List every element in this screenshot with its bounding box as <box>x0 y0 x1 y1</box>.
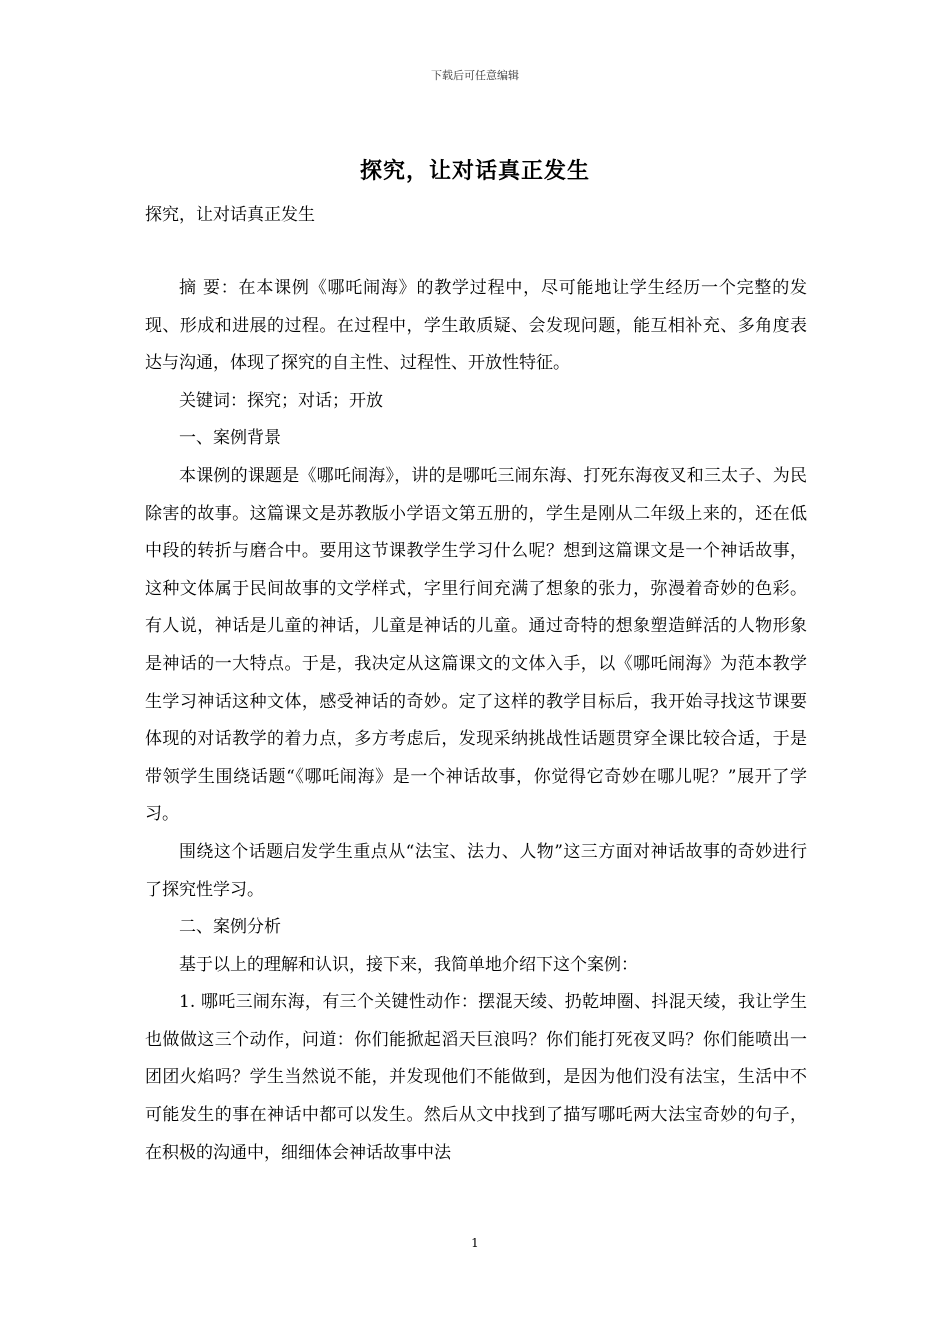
document-subtitle: 探究，让对话真正发生 <box>145 205 315 225</box>
body-paragraph: 围绕这个话题启发学生重点从“法宝、法力、人物”这三方面对神话故事的奇妙进行了探究性学习。 <box>145 841 807 900</box>
body-paragraph: 本课例的课题是《哪吒闹海》，讲的是哪吒三闹东海、打死东海夜叉和三太子、为民除害的故事。这篇课文是苏教版小学语文第五册的，学生是刚从二年级上来的，还在低中段的转折与磨合中。要用这节课教学生学习什么呢？想到这篇课文是一个神话故事，这种文体属于民间故事的文学样式，字里行间充满了想象的张力，弥漫着奇妙的色彩。有人说，神话是儿童的神话，儿童是神话的儿童。通过奇特的想象塑造鲜活的人物形象是神话的一大特点。于是，我决定从这篇课文的文体入手，以《哪吒闹海》为范本教学生学习神话这种文体，感受神话的奇妙。定了这样的教学目标后，我开始寻找这节课要体现的对话教学的着力点，多方考虑后，发现采纳挑战性话题贯穿全课比较合适，于是带领学生围绕话题“《哪吒闹海》是一个神话故事，你觉得它奇妙在哪儿呢？”展开了学习。 <box>145 465 807 825</box>
document-title: 探究，让对话真正发生 <box>359 158 590 184</box>
section-heading-background: 一、案例背景 <box>179 428 281 449</box>
page-number: 1 <box>471 1236 479 1250</box>
page-header-note: 下载后可任意编辑 <box>431 69 519 82</box>
body-paragraph: 1. 哪吒三闹东海，有三个关键性动作：摆混天绫、扔乾坤圈、抖混天绫，我让学生也做做这三个动作，问道：你们能掀起滔天巨浪吗？你们能打死夜叉吗？你们能喷出一团团火焰吗？学生当然说不能，并发现他们不能做到，是因为他们没有法宝，生活中不可能发生的事在神话中都可以发生。然后从文中找到了描写哪吒两大法宝奇妙的句子，在积极的沟通中，细细体会神话故事中法 <box>145 992 807 1163</box>
document-body <box>145 270 807 1172</box>
body-paragraph: 基于以上的理解和认识，接下来，我简单地介绍下这个案例： <box>179 954 638 975</box>
keywords-paragraph: 关键词：探究；对话；开放 <box>179 390 383 411</box>
section-heading-analysis: 二、案例分析 <box>179 917 281 938</box>
abstract-paragraph: 摘 要：在本课例《哪吒闹海》的教学过程中，尽可能地让学生经历一个完整的发现、形成和进展的过程。在过程中，学生敢质疑、会发现问题，能互相补充、多角度表达与沟通，体现了探究的自主性、过程性、开放性特征。 <box>145 278 807 374</box>
